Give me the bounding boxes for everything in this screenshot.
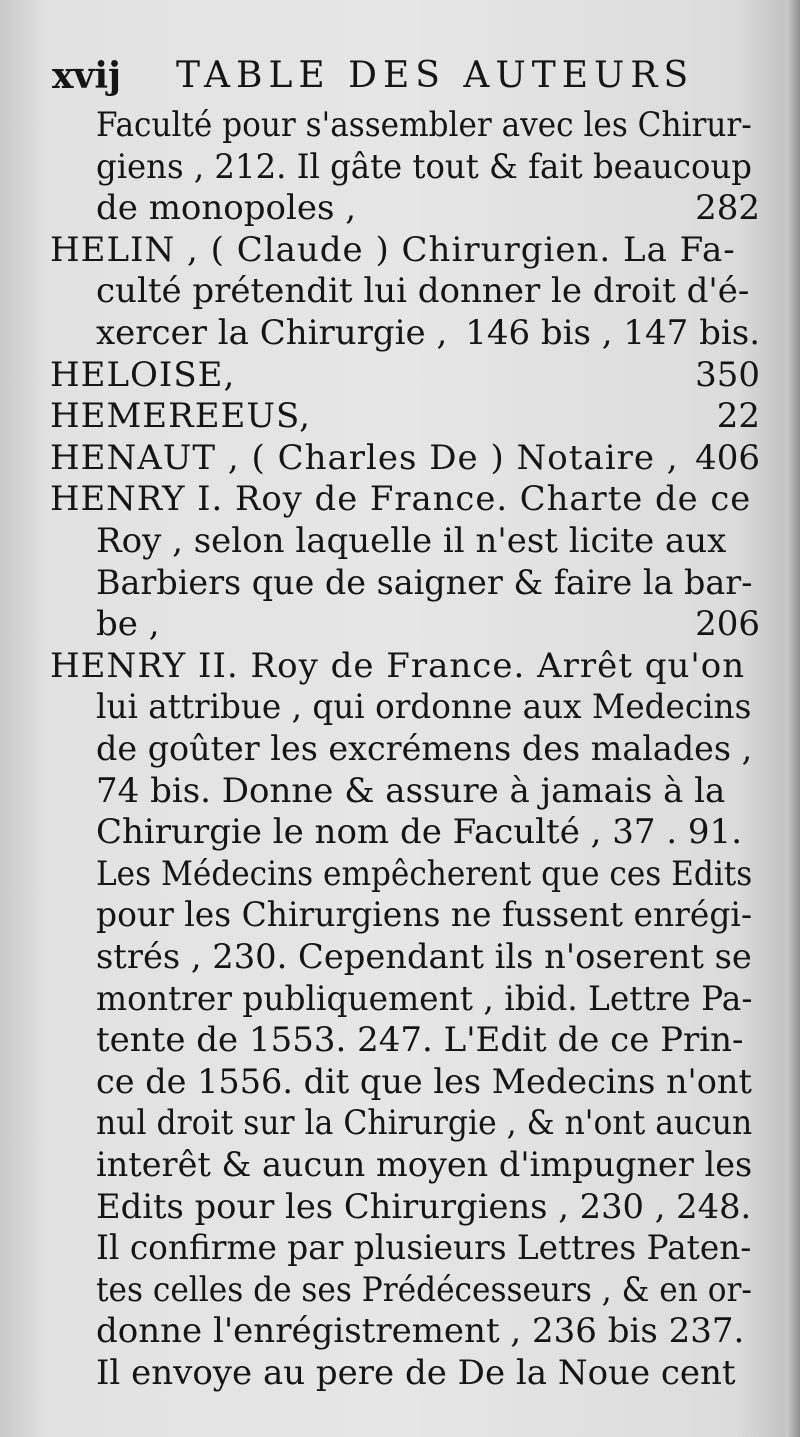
index-continuation-line (0, 1225, 760, 1271)
entry-text: giens , 212. Il gâte tout & fait beaucoup (96, 146, 752, 187)
entry-text: de monopoles , (96, 188, 357, 229)
index-continuation-line (0, 976, 760, 1022)
index-entry-line (0, 476, 760, 522)
entry-text: HELIN , ( Claude ) Chirurgien. La Fa- (50, 229, 736, 270)
entry-text: HEMEREEUS, (50, 396, 311, 437)
index-continuation-line (0, 1308, 760, 1354)
entry-text: Barbiers que de saigner & faire la bar- (96, 562, 753, 603)
entry-text: nul droit sur la Chirurgie , & n'ont aucun (96, 1103, 753, 1144)
index-continuation-line (0, 1184, 760, 1230)
entry-text: strés , 230. Cependant ils n'oserent se (96, 937, 752, 977)
entry-text: montrer publiquement , ibid. Lettre Pa- (96, 978, 753, 1019)
entry-text: Il envoye au pere de De la Noue cent (96, 1353, 736, 1393)
entry-text: donne l'enrégistrement , 236 bis 237. (96, 1311, 745, 1352)
index-continuation-line (0, 1142, 760, 1188)
entry-text: xercer la Chirurgie , (96, 313, 448, 353)
entry-page-reference: 350 (695, 354, 760, 395)
index-entry-line (0, 643, 760, 689)
page-edge-shadow (786, 0, 800, 1437)
entry-page-reference: 22 (716, 396, 760, 437)
index-continuation-line (0, 892, 760, 938)
entry-text: Les Médecins empêcherent que ces Edits (96, 853, 753, 894)
index-entry-line (0, 227, 760, 273)
index-continuation-line (0, 1059, 760, 1105)
entry-text: 74 bis. Donne & assure à jamais à la (96, 770, 726, 811)
page-number: xvij (52, 55, 122, 97)
entry-text: de goûter les excrémens des malades , (96, 729, 753, 769)
entry-text: HENRY I. Roy de France. Charte de ce (50, 479, 752, 520)
index-continuation-line (0, 934, 760, 980)
index-continuation-line (0, 518, 760, 564)
index-entry-line (0, 435, 760, 481)
index-entry-line (0, 352, 760, 398)
index-continuation-line (0, 684, 760, 730)
index-continuation-line (0, 1017, 760, 1063)
entry-page-reference: 406 (695, 437, 760, 478)
entry-text: Roy , selon laquelle il n'est licite aux (96, 521, 727, 561)
entry-text: HENRY II. Roy de France. Arrêt qu'on (50, 645, 746, 686)
index-continuation-line (0, 144, 760, 190)
index-continuation-line (0, 310, 760, 356)
entry-text: tes celles de ses Prédécesseurs , & en or- (96, 1269, 752, 1310)
entry-text: Edits pour les Chirurgiens , 230 , 248. (96, 1186, 752, 1227)
entry-text: interêt & aucun moyen d'impugner les (96, 1145, 753, 1185)
index-continuation-line (0, 102, 760, 148)
entry-text: Il confirme par plusieurs Lettres Paten- (96, 1228, 752, 1269)
index-continuation-line (0, 601, 760, 647)
entry-page-reference: 282 (695, 188, 760, 229)
index-continuation-line (0, 1100, 760, 1146)
running-title: TABLE DES AUTEURS (176, 55, 695, 96)
entry-text: culté prétendit lui donner le droit d'é- (96, 271, 750, 312)
entry-text: be , (96, 604, 160, 645)
entry-text: Chirurgie le nom de Faculté , 37 . 91. (96, 812, 742, 853)
index-continuation-line (0, 560, 760, 606)
entry-text: pour les Chirurgiens ne fussent enrégi- (96, 895, 753, 936)
index-continuation-line (0, 768, 760, 814)
index-continuation-line (0, 809, 760, 855)
entry-text: HELOISE, (50, 354, 236, 395)
index-continuation-line (0, 185, 760, 231)
entry-text: ce de 1556. dit que les Medecins n'ont (96, 1061, 752, 1102)
index-continuation-line (0, 1350, 760, 1396)
index-continuation-line (0, 1267, 760, 1313)
entry-text: tente de 1553. 247. L'Edit de ce Prin- (96, 1020, 744, 1061)
entry-page-reference: 146 bis , 147 bis. (465, 313, 760, 353)
entry-text: HENAUT , ( Charles De ) Notaire , (50, 437, 679, 478)
index-continuation-line (0, 268, 760, 314)
index-entry-line (0, 393, 760, 439)
entry-text: lui attribue , qui ordonne aux Medecins (96, 687, 752, 728)
index-continuation-line (0, 851, 760, 897)
entry-text: Faculté pour s'assembler avec les Chirur- (96, 105, 752, 145)
page-header (48, 52, 768, 100)
index-continuation-line (0, 726, 760, 772)
entry-page-reference: 206 (695, 604, 760, 645)
